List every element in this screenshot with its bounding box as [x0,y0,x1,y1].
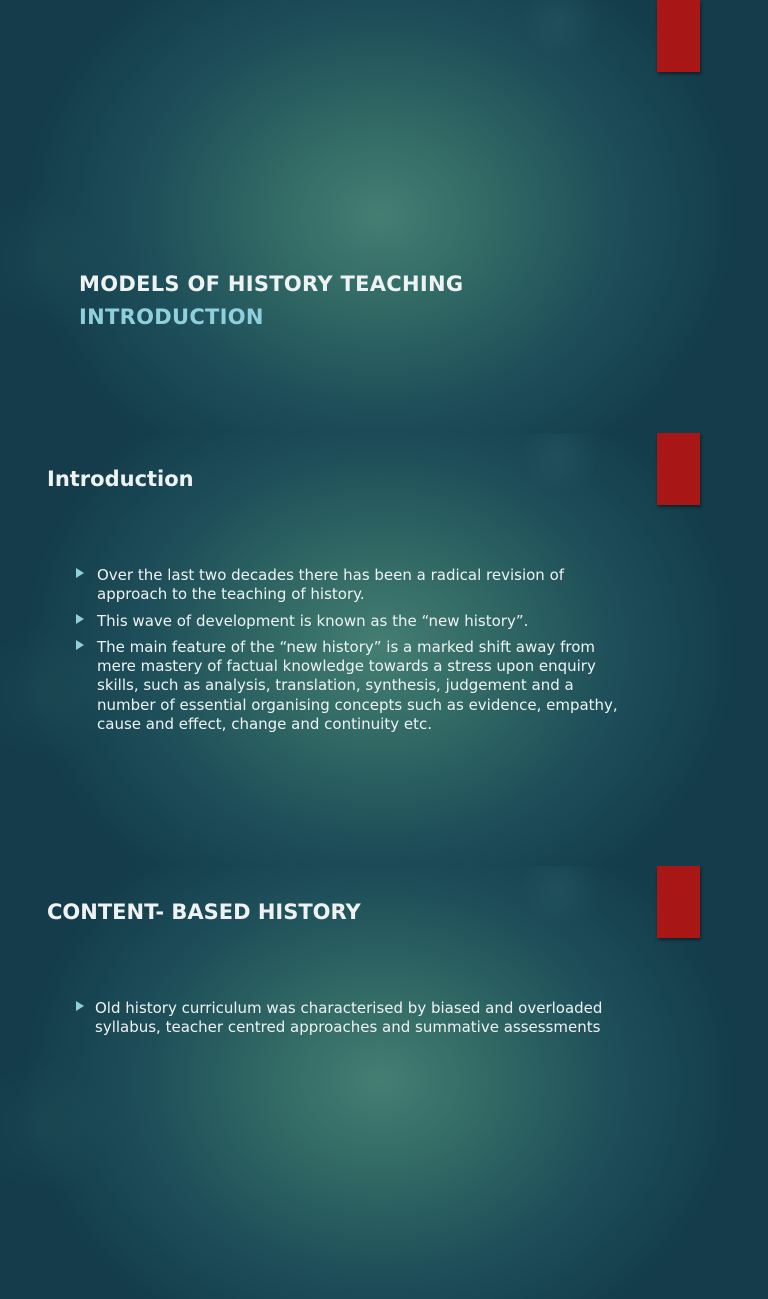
red-accent-tab [657,433,700,505]
bullet-item [75,638,635,734]
triangle-bullet-icon [76,568,84,578]
slide-3 [0,866,768,1299]
bullet-text: The main feature of the “new history” is a marked shift away from mere mastery of factual knowledge towards a stress upon enquiry skills, such as analysis, translation, synthesis, judgement and a number of essential organising concepts such as evidence, empathy, cause and effect, change and continuity etc. [97,637,618,734]
slide-2 [0,433,768,866]
bullet-item [75,566,635,605]
bullet-text: Old history curriculum was characterised by biased and overloaded syllabus, teacher centred approaches and summative assessments [95,999,603,1037]
triangle-bullet-icon [76,640,84,650]
red-accent-tab [657,866,700,938]
red-accent-tab [657,0,700,72]
slide-1 [0,0,768,433]
bullet-item [75,999,635,1038]
triangle-bullet-icon [76,614,84,624]
slide-heading: Introduction [47,467,194,491]
presentation-title: MODELS OF HISTORY TEACHING [79,272,464,296]
bullet-list [75,566,635,741]
bullet-item [75,612,635,631]
presentation-subtitle: INTRODUCTION [79,305,264,329]
bullet-text: Over the last two decades there has been a radical revision of approach to the teaching of history. [97,566,565,604]
slide-heading: CONTENT- BASED HISTORY [47,900,361,924]
triangle-bullet-icon [76,1001,84,1011]
bullet-text: This wave of development is known as the “new history”. [97,611,529,630]
bullet-list [75,999,635,1045]
